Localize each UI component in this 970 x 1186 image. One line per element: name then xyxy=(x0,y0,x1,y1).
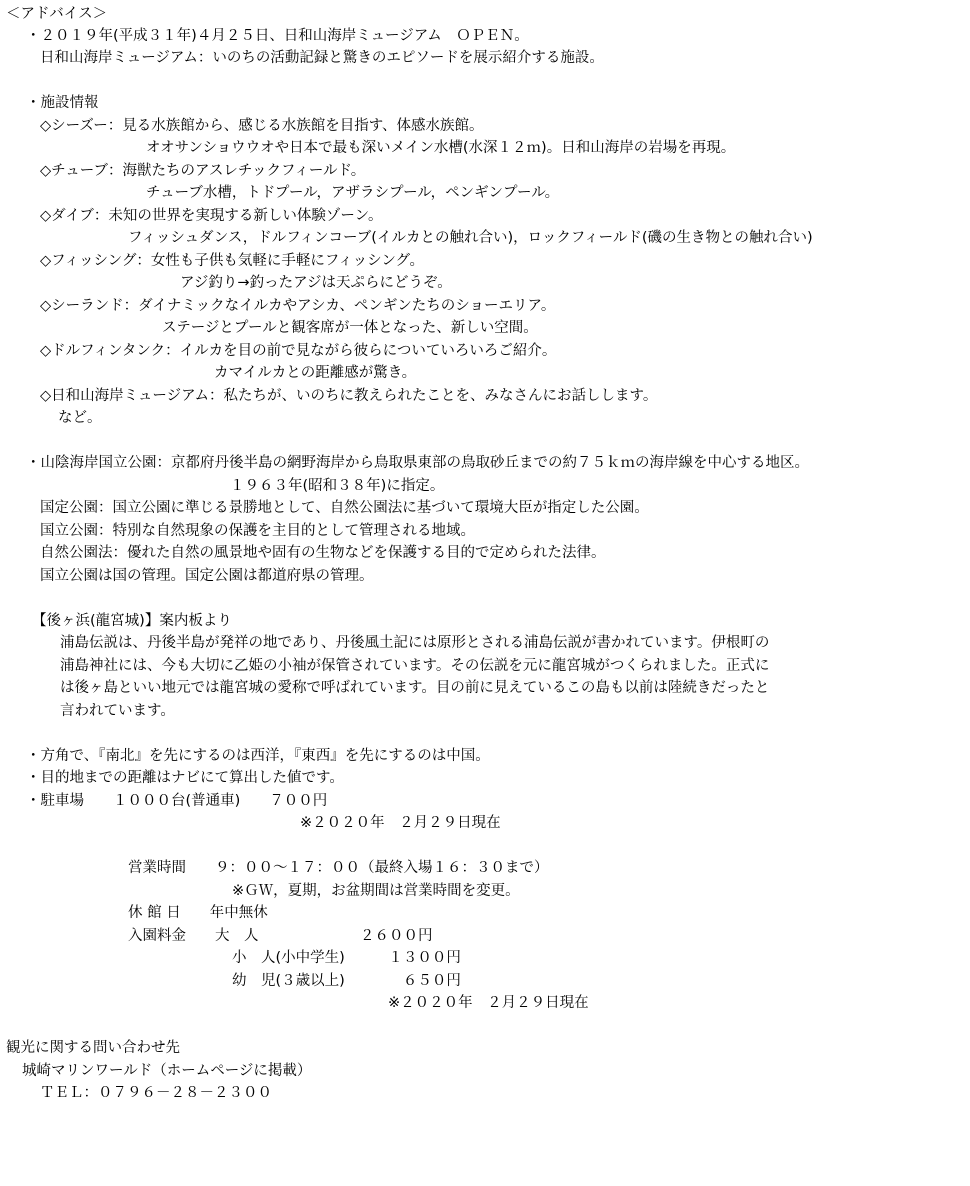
text-line: アジ釣り→釣ったアジは天ぷらにどうぞ。 xyxy=(180,275,452,291)
advice-heading: ＜アドバイス＞ xyxy=(6,6,108,22)
text-line: は後ヶ島といい地元では龍宮城の愛称で呼ばれています。目の前に見えているこの島も以前は陸続きだったと xyxy=(60,680,770,696)
signboard-heading: 【後ヶ浜(龍宮城)】案内板より xyxy=(32,613,232,629)
note-line: ・方角で、『南北』を先にするのは西洋，『東西』を先にするのは中国。 xyxy=(26,748,490,764)
text-line: チューブ水槽，トドプール，アザラシプール，ペンギンプール。 xyxy=(146,185,560,201)
text-line: フィッシュダンス，ドルフィンコーブ(イルカとの触れ合い)，ロックフィールド(磯の生き物との触れ合い) xyxy=(128,230,813,246)
facility-item: ◇シーランド：ダイナミックなイルカやアシカ、ペンギンたちのショーエリア。 xyxy=(40,298,556,314)
text-line: 言われています。 xyxy=(60,703,175,719)
text-line: 日和山海岸ミュージアム：いのちの活動記録と驚きのエピソードを展示紹介する施設。 xyxy=(40,50,604,66)
facility-item: ◇日和山海岸ミュージアム：私たちが、いのちに教えられたことを、みなさんにお話しします。 xyxy=(40,388,658,404)
text-line: ステージとプールと観客席が一体となった、新しい空間。 xyxy=(162,320,538,336)
date-note: ※２０２０年 ２月２９日現在 xyxy=(388,995,589,1011)
text-line: 浦島神社には、今も大切に乙姫の小袖が保管されています。その伝説を元に龍宮城がつくられました。正式に xyxy=(60,658,770,674)
note-line: ・目的地までの距離はナビにて算出した値です。 xyxy=(26,770,344,786)
section-heading: ・施設情報 xyxy=(26,95,99,111)
text-line: オオサンショウウオや日本で最も深いメイン水槽(水深１２ｍ)。日和山海岸の岩場を再現。 xyxy=(146,140,736,156)
contact-heading: 観光に関する問い合わせ先 xyxy=(6,1040,180,1056)
parking-line: ・駐車場 １０００台(普通車) ７００円 xyxy=(26,793,328,809)
facility-item: ◇ダイブ：未知の世界を実現する新しい体験ゾーン。 xyxy=(40,208,383,224)
text-line: カマイルカとの距離感が驚き。 xyxy=(214,365,417,381)
contact-tel: ＴＥＬ：０７９６－２８－２３００ xyxy=(40,1085,272,1101)
fee-line: 小 人(小中学生) １３００円 xyxy=(232,950,461,966)
hours-line: 営業時間 ９：００～１７：００（最終入場１６：３０まで） xyxy=(128,860,549,876)
park-heading: ・山陰海岸国立公園：京都府丹後半島の網野海岸から鳥取県東部の鳥取砂丘までの約７５ｋｍの海岸線を中心する地区。 xyxy=(26,455,809,471)
text-line: 国立公園：特別な自然現象の保護を主目的として管理される地域。 xyxy=(40,523,475,539)
facility-item: ◇チューブ：海獣たちのアスレチックフィールド。 xyxy=(40,163,366,179)
text-line: 国定公園：国立公園に準じる景勝地として、自然公園法に基づいて環境大臣が指定した公園。 xyxy=(40,500,649,516)
text-line: 浦島伝説は、丹後半島が発祥の地であり、丹後風土記には原形とされる浦島伝説が書かれています。伊根町の xyxy=(60,635,770,651)
date-note: ※２０２０年 ２月２９日現在 xyxy=(300,815,501,831)
text-line: ※ＧＷ，夏期，お盆期間は営業時間を変更。 xyxy=(232,883,520,899)
text-line: 国立公園は国の管理。国定公園は都道府県の管理。 xyxy=(40,568,374,584)
contact-name: 城崎マリンワールド（ホームページに掲載） xyxy=(22,1063,312,1079)
text-line: １９６３年(昭和３８年)に指定。 xyxy=(230,478,445,494)
closed-day-line: 休 館 日 年中無休 xyxy=(128,905,268,921)
text-line: など。 xyxy=(58,410,102,426)
text-line: ・２０１９年(平成３１年)４月２５日、日和山海岸ミュージアム ＯＰＥＮ。 xyxy=(26,28,529,44)
facility-item: ◇フィッシング：女性も子供も気軽に手軽にフィッシング。 xyxy=(40,253,424,269)
text-line: 自然公園法：優れた自然の風景地や固有の生物などを保護する目的で定められた法律。 xyxy=(40,545,606,561)
facility-item: ◇ドルフィンタンク：イルカを目の前で見ながら彼らについていろいろご紹介。 xyxy=(40,343,557,359)
fee-line: 幼 児(３歳以上) ６５０円 xyxy=(232,973,461,989)
fee-line: 入園料金 大 人 ２６００円 xyxy=(128,928,433,944)
facility-item: ◇シーズー：見る水族館から、感じる水族館を目指す、体感水族館。 xyxy=(40,118,484,134)
